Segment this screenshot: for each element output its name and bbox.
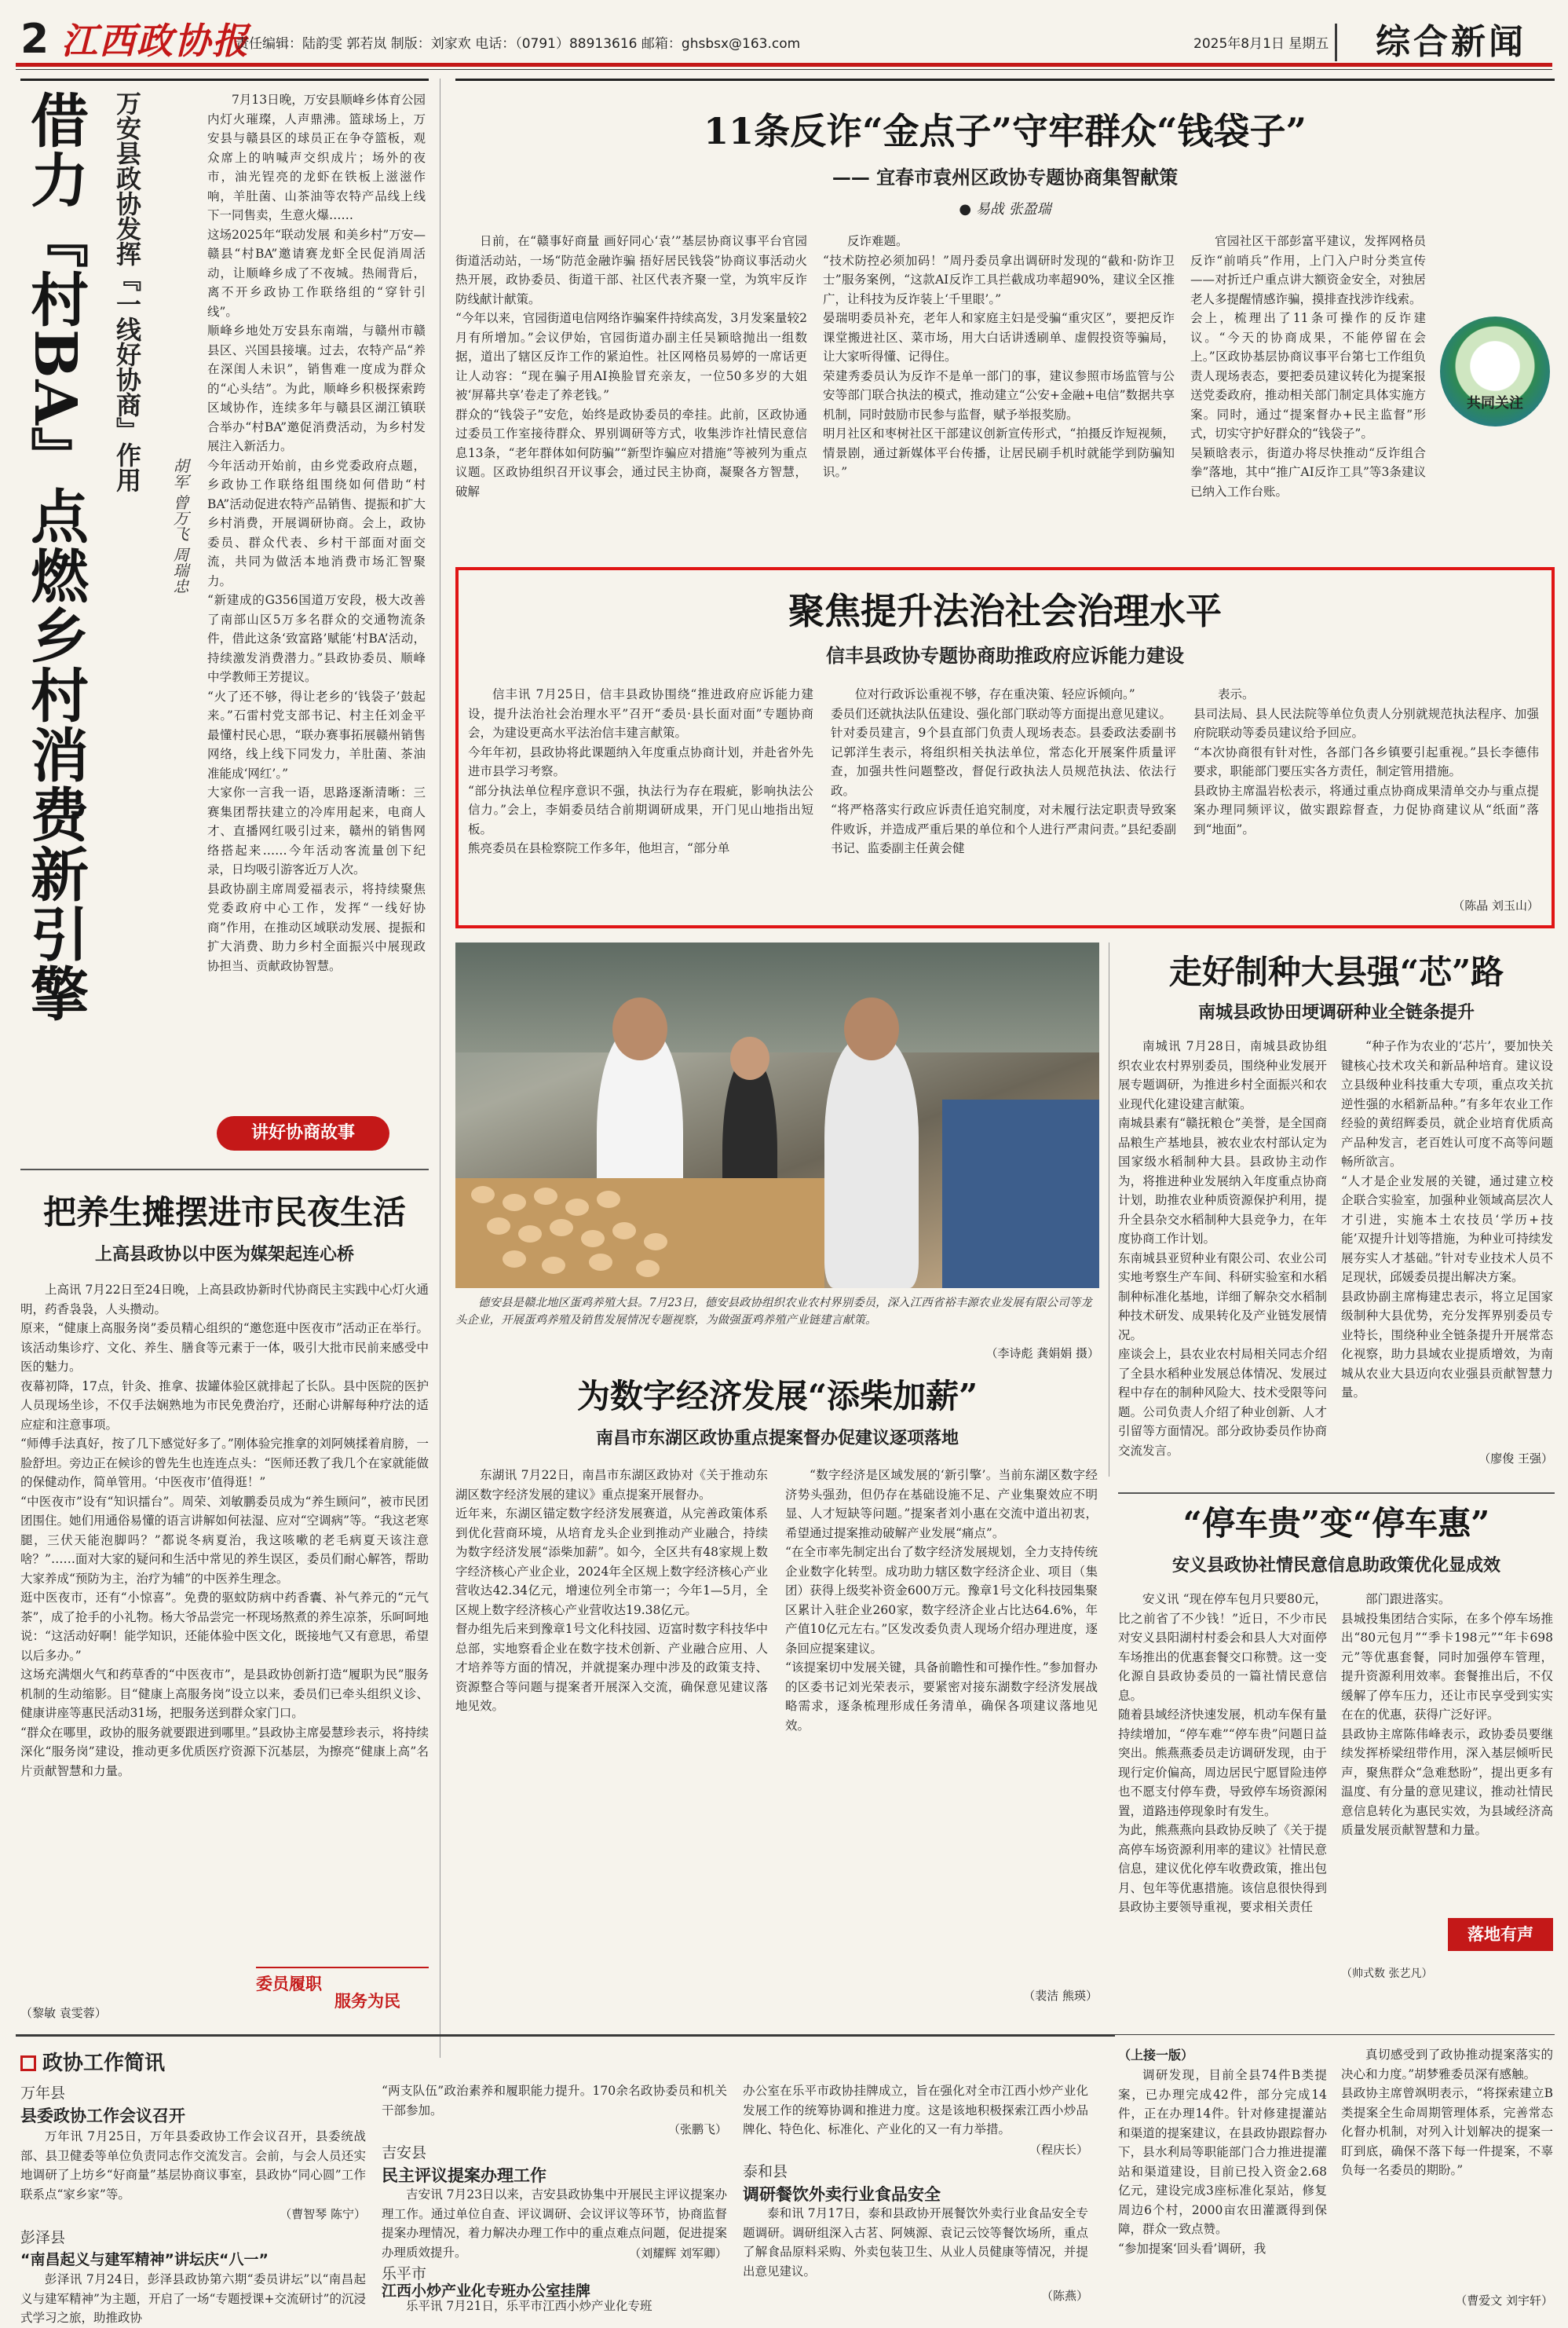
brief-by-jian: （刘耀辉 刘军卿） [629,2246,727,2260]
law-story [468,573,1542,922]
paper-name-logo: 江西政协报 [61,20,250,62]
brief-body-wannian: 万年讯 7月25日，万年县委政协工作会议召开，县委统战部、县卫健委等单位负责同志作交流发言。会前，与会人员还实地调研了上坊乡“好商量”基层协商议事室，县政协“同心圆”工作联系点“家乡家”等。 [20,2129,366,2202]
continued-lead: （上接一版） [1118,2048,1194,2063]
law-col3: 表示。 县司法局、县人民法院等单位负责人分别就规范执法程序、加强府院联动等委员建议给予回应。 “本次协商很有针对性，各部门各乡镇要引起重视。”县长李德伟要求，职能部门要压实各方责任，制定管用措施。 县政协主席温岩松表示，将通过重点协商成果清单交办与重点提案办理同频评议，做实跟踪督查，力促协商建议从“纸面”落到“地面”。 [1193,687,1539,836]
brief-head-leping: 江西小炒产业化专班办公室挂牌 [382,2282,591,2300]
law-byline: （陈晶 刘玉山） [1453,899,1539,913]
brief-body-pengze-cont: “两支队伍”政治素养和履职能力提升。170余名政协委员和机关干部参加。 [382,2084,727,2118]
law-subhead: 信丰县政协专题协商助推政府应诉能力建设 [826,645,1184,667]
seed-subhead: 南城县政协田埂调研种业全链条提升 [1197,1003,1475,1023]
fraud-story [455,79,1555,567]
seed-col1: 南城讯 7月28日，南城县政协组织农业农村界别委员，围绕种业发展开展专题调研，为推进乡村全面振兴和农业现代化建设建言献策。 南城县素有“赣抚粮仓”美誉，是全国商品粮生产基地县，被农业农村部认定为国家级水稻制种大县。县政协主动作为，将推进种业发展纳入年度重点协商计划，助推农业种质资源保护利用，提升全县杂交水稻制种大县竞争力，在年度协商工作计划。 东南城县亚贸种业有限公司、农业公司实地考察生产车间、科研实验室和水稻制种标准化基地，详细了解杂交水稻制种技术研发、成果转化及产业链发展情况。 座谈会上，县农业农村局相关同志介绍了全县水稻种业发展总体情况、发展过程中存在的制种风险大、技术受限等问题。公司负责人介绍了种业创新、人才引留等方面情况。部分政协委员作协商交流发言。 [1118,1039,1327,1458]
lead-headline: 借力『村BA』点燃乡村消费新引擎 [21,90,89,1023]
seed-col2: “种子作为农业的‘芯片’，要加快关键核心技术攻关和新品种培育。建议设立县级种业科技重大专项，重点攻关抗逆性强的水稻新品种。”有多年农业工作经验的黄绍辉委员，就企业培育优质高产品种发言，老百姓认可度不高等问题畅所欲言。 “人才是企业发展的关键，通过建立校企联合实验室，加强种业领域高层次人才引进，实施本土农技员‘学历+技能’双提升计划等措施，为种业可持续发展夯实人才基础。”针对专业技术人员不足现状，邱媛委员提出解决方案。 县政协副主席梅建忠表示，将立足国家级制种大县优势，充分发挥界别委员专业特长，围绕种业全链条提升开展常态化视察，助力县域农业提质增效，为南城从农业大县迈向农业强县贡献智慧力量。 [1341,1039,1553,1400]
fraud-headline: 11条反诈“金点子”守牢群众“钱袋子” [704,110,1307,152]
parking-subhead: 安义县政协社情民意信息助政策优化显成效 [1171,1556,1500,1576]
brief-body-taihe: 泰和讯 7月17日，泰和县政协开展餐饮外卖行业食品安全专题调研。调研组深入古茗、阿姨源、袁记云饺等餐饮场所，重点了解食品原料采购、外卖包装卫生、从业人员健康等情况，并提出意见建议。 [743,2206,1088,2279]
brief-county-jian: 吉安县 [382,2144,427,2161]
digital-subhead: 南昌市东湖区政协重点提案督办促建议逐项落地 [595,1429,959,1448]
seed-headline: 走好制种大县强“芯”路 [1168,953,1504,991]
continued-story [1118,2042,1555,2314]
brief-county-taihe: 泰和县 [743,2163,788,2180]
law-headline: 聚焦提升法治社会治理水平 [788,590,1222,632]
health-headline: 把养生摊摆进市民夜生活 [42,1193,406,1232]
focus-seal: 共同关注 [1440,317,1550,426]
parking-byline: （帅式数 张艺凡） [1341,1967,1433,1980]
brief-head-jian: 民主评议提案办理工作 [382,2166,546,2185]
law-col2: 位对行政诉讼重视不够，存在重决策、轻应诉倾向。” 委员们还就执法队伍建设、强化部门联动等方面提出意见建议。 针对委员建言，9个县直部门负责人现场表态。县委政法委副书记郭洋生表示，将组织相关执法单位，常态化开展案件质量评查，加强共性问题整改，督促行政执法人员规范执法、依法行政。 “将严格落实行政应诉责任追究制度，对未履行法定职责导致案件败诉，并造成严重后果的单位和个人进行严肃问责。”县纪委副书记、监委副主任黄会健 [831,687,1176,855]
parking-headline: “停车贵”变“停车惠” [1182,1504,1490,1543]
seed-byline: （廖俊 王强） [1478,1451,1553,1466]
seed-story [1118,943,1555,1481]
lead-authors: 胡军 曾万飞 周瑞忠 [170,458,189,594]
lead-subhead: 万安县政协发挥『一线好协商』作用 [112,90,142,492]
health-body: 上高讯 7月22日至24日晚，上高县政协新时代协商民主实践中心灯火通明，药香袅袅，人头攒动。 原来，“健康上高服务岗”委员精心组织的“邀您逛中医夜市”活动正在举行。该活动集诊疗、文化、养生、膳食等元素于一体，吸引大批市民前来感受中医的魅力。 夜幕初降，17点，针灸、推拿、拔罐体验区就排起了长队。县中医院的医护人员现场坐诊，不仅手法娴熟地为市民免费治疗，还耐心讲解每种疗法的适应症和注意事项。 “师傅手法真好，按了几下感觉好多了。”刚体验完推拿的刘阿姨揉着肩膀，一脸舒坦。旁边正在候诊的曾先生也连连点头：“医师还教了我几个在家就能做的保健动作，简单管用。‘中医夜市’值得逛！” “中医夜市”设有“知识擂台”。周荣、刘敏鹏委员成为“养生顾问”，被市民团团围住。她们用通俗易懂的语言讲解如何祛湿、应对“空调病”等。“我这老寒腿，三伏天能泡脚吗？”都说冬病夏治，我这咳嗽的老毛病夏天该注意啥？”……面对大家的疑问和生活中常见的养生误区，委员们耐心解答，帮助大家养成“预防为主，治疗为辅”的中医养生理念。 逛中医夜市，还有“小惊喜”。免费的驱蚊防病中药香囊、补气养元的“元气茶”，成了抢手的小礼物。杨大爷品尝完一杯现场熬煮的养生凉茶，乐呵呵地说：“这活动好啊！能学知识，还能体验中医文化，既接地气又有意思，希望以后多办。” 这场充满烟火气和药草香的“中医夜市”，是县政协创新打造“履职为民”服务机制的生动缩影。目“健康上高服务岗”设立以来，委员们已牵头组织义诊、健康讲座等惠民活动31场，把服务送到群众家门口。 “群众在哪里，政协的服务就要跟进到哪里。”县政协主席晏慧珍表示，将持续深化“服务岗”建设，推动更多优质医疗资源下沉基层，为擦亮“健康上高”名片贡献智慧和力量。 [20,1283,429,1778]
digital-headline: 为数字经济发展“添柴加薪” [576,1377,978,1415]
photo-credit: （李诗彪 龚娟娟 摄） [985,1346,1099,1360]
brief-by-taihe: （陈燕） [1040,2289,1088,2303]
brief-head-pengze: “南昌起义与建军精神”讲坛庆“八一” [20,2251,269,2268]
brief-county-leping: 乐平市 [382,2265,427,2282]
brief-by-wannian: （曹智琴 陈宁） [280,2207,366,2221]
lead-story [20,79,429,1170]
inspection-photo [455,943,1099,1288]
brief-by-pengze: （张鹏飞） [667,2122,727,2136]
fraud-col1: 日前，在“赣事好商量 画好同心‘袁’”基层协商议事平台官园街道活动站，一场“防范金融诈骗 捂好居民钱袋”协商议事活动火热开展，政协委员、街道干部、社区代表齐聚一堂，为筑牢反诈防线献计献策。 “今年以来，官园街道电信网络诈骗案件持续高发，3月发案量较2月有所增加。”会议伊始，官园街道办副主任吴颖晗抛出一组数据，道出了辖区反诈工作的紧迫性。社区网格员易婷的一席话更让人动容：“现在骗子用AI换脸冒充亲友，一位50多岁的大姐被‘屏幕共享’卷走了养老钱。” 群众的“钱袋子”安危，始终是政协委员的牵挂。此前，区政协通过委员工作室接待群众、界别调研等方式，收集涉诈社情民意信息13条，“老年群体如何防骗”“新型诈骗应对措施”等被列为重点议题。区政协组织召开议事会，通过民主协商，凝聚各方智慧，破解 [455,234,807,499]
continued-byline: （曹爱文 刘宇轩） [1455,2293,1553,2308]
health-byline: （黎敏 袁雯蓉） [20,2006,107,2020]
health-tag: 委员履职 服务为民 [256,1967,429,2006]
brief-head-wannian: 县委政协工作会议召开 [20,2107,185,2125]
parking-col2: 部门跟进落实。 县城投集团结合实际，在多个停车场推出“80元包月”“季卡198元”“年卡698元”等优惠套餐，同时加强停车管理，提升资源利用效率。套餐推出后，不仅缓解了停车压力，还让市民享受到实实在在的优惠，获得广泛好评。 县政协主席陈伟峰表示，政协委员要继续发挥桥梁纽带作用，深入基层倾听民声，聚焦群众“急难愁盼”，提出更多有温度、有分量的意见建议，推动社情民意信息转化为惠民实效，为县域经济高质量发展贡献智慧和力量。 [1341,1592,1553,1837]
page-number: 2 [20,16,49,63]
brief-head-taihe: 调研餐饮外卖行业食品安全 [743,2185,941,2204]
parking-story [1118,1492,1555,2026]
fraud-col3: 官园社区干部彭富平建议，发挥网格员反诈“前哨兵”作用，上门入户时分类宣传——对折迁户重点讲大额资金安全，对独居老人多提醒情感诈骗，摸排查找涉诈线索。 会上，梳理出了11条可操作的反诈建议。“今天的协商成果，不能停留在会上。”区政协基层协商议事平台第七工作组负责人现场表态，要把委员建议转化为提案报送党委政府，推动相关部门制定具体实施方案。同时，通过“提案督办+民主监督”形式，切实守护好群众的“钱袋子”。 吴颖晗表示，街道办将尽快推动“反诈组合拳”落地，其中“推广AI反诈工具”等3条建议已纳入工作台账。 [1190,234,1426,499]
editor-info: 责任编辑：陆韵雯 郭若岚 制版：刘家欢 电话：（0791）88913616 邮箱：ghsbsx@163.com [236,36,801,52]
brief-body-jian: 吉安讯 7月23日以来，吉安县政协集中开展民主评议提案办理工作。通过单位自查、评议调研、会议评议等环节，协商监督提案办理情况，着力解决办理工作中的重点难点问题，促进提案办理质效提升。 [382,2187,727,2260]
digital-col2: “数字经济是区域发展的‘新引擎’。当前东湖区数字经济势头强劲，但仍存在基础设施不足、产业集聚效应不明显、人才短缺等问题。”提案者刘小惠在交流中道出初衷，希望通过提案推动破解产业发展“痛点”。 “在全市率先制定出台了数字经济发展规划，全力支持传统企业数字化转型。成功助力辖区数字经济企业、项目（集团）获得上级奖补资金600万元。豫章1号文化科技园集聚区累计入驻企业260家，数字经济企业占比达64.6%，年产值10亿元左右。”区发改委负责人现场介绍办理进度，逐条回应提案建议。 “该提案切中发展关键，具备前瞻性和可操作性。”参加督办的区委书记刘光荣表示，要紧密对接东湖数字经济发展战略需求，逐条梳理形成任务清单，确保各项建议落地见效。 [785,1468,1098,1733]
briefs-section [20,2042,1101,2325]
continued-col2: 真切感受到了政协推动提案落实的决心和力度。”胡梦雅委员深有感触。 县政协主席曾飒明表示，“将探索建立B类提案全生命周期管理体系，完善常态化督办机制，对列入计划解决的提案一盯到底，确保不落下每一件提案，不辜负每一名委员的期盼。” [1341,2048,1553,2177]
continued-col1: 调研发现，目前全县74件B类提案，已办理完成42件，部分完成14件，正在办理14件。针对修建提灌站和渠道的提案建议，在县政协跟踪督办下，县水利局等职能部门合力推进提灌站和渠道建设，目前已投入资金2.68亿元，建设完成3座标准化泵站，修复周边6个村，2000亩农田灌溉得到保障，群众一致点赞。 “参加提案‘回头看’调研，我 [1118,2068,1327,2256]
photo-caption: 德安县是赣北地区蛋鸡养殖大县。7月23日，德安县政协组织农业农村界别委员，深入江西省裕丰源农业发展有限公司等龙头企业，开展蛋鸡养殖及销售发展情况专题视察，为做强蛋鸡养殖产业链建言献策。 [455,1297,1092,1327]
digital-byline: （裴洁 熊瑛） [1023,1989,1098,2003]
lead-tag: 讲好协商故事 [217,1116,389,1151]
brief-by-leping: （程庆长） [1029,2143,1088,2157]
fraud-col2: 反诈难题。 “技术防控必须加码！”周丹委员拿出调研时发现的“截和·防诈卫士”服务案例，“这款AI反诈工具拦截成功率超90%，建议全区推广，让科技为反诈装上‘千里眼’。” 晏瑞明委员补充，老年人和家庭主妇是受骗“重灾区”，要把反诈课堂搬进社区、菜市场，用大白话讲透刷单、虚假投资等骗局，让大家听得懂、记得住。 荣建秀委员认为反诈不是单一部门的事，建议参照市场监管与公安等部门联合执法的模式，推动建立“公安+金融+电信”数据共享机制，同时鼓励市民参与监督，赋予举报奖励。 明月社区和枣树社区干部建议创新宣传形式，“拍摄反诈短视频，情景剧，通过新媒体平台传播，让居民刷手机时就能学到防骗知识。” [823,234,1175,479]
digital-col1: 东湖讯 7月22日，南昌市东湖区政协对《关于推动东湖区数字经济发展的建议》重点提案开展督办。 近年来，东湖区锚定数字经济发展赛道，从完善政策体系到优化营商环境，从培育龙头企业到推动产业融合，持续为数字经济发展“添柴加薪”。如今，全区共有48家规上数字经济核心产业企业，2024年全区规上数字经济核心产业营收达42.34亿元，增速位列全市第一；今年1—5月，全区规上数字经济核心产业营收达19.38亿元。 督办组先后来到豫章1号文化科技园、迈富时数字科技华中总部，实地察看企业在数字技术创新、产业融合应用、人才培养等方面的情况，并就提案办理中涉及的政策支持、资源整合等问题与提案者开展深入交流，确保意见建议落地见效。 [455,1468,768,1713]
digital-story [455,1362,1099,2026]
brief-body-leping: 乐平讯 7月21日，乐平市江西小炒产业化专班 [406,2299,652,2313]
fraud-authors: ● 易战 张盈瑞 [959,201,1051,218]
parking-tag: 落地有声 [1448,1918,1553,1951]
brief-body-pengze: 彭泽讯 7月24日，彭泽县政协第六期“委员讲坛”以“南昌起义与建军精神”为主题，开启了一场“专题授课+交流研讨”的沉浸式学习之旅，助推政协 [20,2272,366,2325]
fraud-subhead: —— 宜春市袁州区政协专题协商集智献策 [832,167,1179,189]
health-story [20,1178,429,2023]
briefs-title: 政协工作简讯 [20,2047,256,2076]
brief-body-leping-cont: 办公室在乐平市政协挂牌成立，旨在强化对全市江西小炒产业化发展工作的统筹协调和推进力度。这是该地积极探索江西小炒品牌化、特色化、标准化、产业化的又一有力举措。 [743,2084,1088,2136]
issue-date: 2025年8月1日 星期五 [1193,36,1329,52]
lead-body: 7月13日晚，万安县顺峰乡体育公园内灯火璀璨，人声鼎沸。篮球场上，万安县与赣县区的球员正在争夺篮板，观众席上的呐喊声交织成片；场外的夜市，油光锃亮的龙虾在铁板上滋滋作响，羊肚菌、山茶油等农特产品线上线下一同售卖，生意火爆…… 这场2025年“联动发展 和美乡村”万安—赣县“村BA”邀请赛龙虾全民促消周活动，让顺峰乡成了不夜城。热闹背后，离不开乡政协工作联络组的“穿针引线”。 顺峰乡地处万安县东南端，与赣州市赣县区、兴国县接壤。过去，农特产品“养在深闺人未识”，销售难一度成为群众的“心头结”。为此，顺峰乡积极探索跨区域协作，连续多年与赣县区湖江镇联合举办“村BA”邀促消费活动，为乡村发展注入新活力。 今年活动开始前，由乡党委政府点题，乡政协工作联络组围绕如何借助“村BA”活动促进农特产品销售、提振和扩大乡村消费，开展调研协商。会上，政协委员、群众代表、乡村干部面对面交流，共同为做活本地消费市场汇智聚力。 “新建成的G356国道万安段，极大改善了南部山区5万多名群众的交通物流条件，借此这条‘致富路’赋能‘村BA’活动，持续激发消费潜力。”县政协委员、顺峰中学教师王芳提议。 “火了还不够，得让老乡的‘钱袋子’鼓起来。”石雷村党支部书记、村主任刘金平最懂村民心思，“联办赛事拓展赣州销售网络，线上线下同发力，羊肚菌、茶油准能成‘网红’。” 大家你一言我一语，思路逐渐清晰：三赛集团帮扶建立的冷库用起来，电商人才、直播网红吸引过来，赣州的销售网络搭起来……今年活动客流量创下纪录，日均吸引游客近万人次。 县政协副主席周爱福表示，将持续聚焦党委政府中心工作，发挥“一线好协商”作用，在推动区域联动发展、提振和扩大消费、助力乡村全面振兴中展现政协担当、贡献政协智慧。 [207,93,426,973]
law-col1: 信丰讯 7月25日，信丰县政协围绕“推进政府应诉能力建设，提升法治社会治理水平”召开“委员·县长面对面”专题协商会，为建设更高水平法治信丰建言献策。 今年年初，县政协将此课题纳入年度重点协商计划，并赴省外先进市县学习考察。 “部分执法单位程序意识不强，执法行为存在瑕疵，影响执法公信力。”会上，李娟委员结合前期调研成果，开门见山地指出短板。 熊亮委员在县检察院工作多年，他坦言，“部分单 [468,687,813,855]
brief-county-pengze: 彭泽县 [20,2229,66,2246]
section-title: 综合新闻 [1376,22,1526,62]
health-subhead: 上高县政协以中医为媒架起连心桥 [94,1245,354,1265]
parking-col1: 安义讯 “现在停车包月只要80元，比之前省了不少钱！”近日，不少市民对安义县阳湖村村委会和县人大对面停车场推出的优惠套餐交口称赞。这一变化源自县政协委员的一篇社情民意信息。 随着县域经济快速发展，机动车保有量持续增加，“停车难”“停车贵”问题日益突出。熊燕燕委员走访调研发现，由于现行定价偏高，周边居民宁愿冒险违停也不愿支付停车费，导致停车场资源闲置，道路违停现象时有发生。 为此，熊燕燕向县政协反映了《关于提高停车场资源利用率的建议》社情民意信息，建议优化停车收费政策，推出包月、包年等优惠措施。该信息很快得到县政协主要领导重视，要求相关责任 [1118,1592,1327,1914]
brief-county-wannian: 万年县 [20,2085,66,2102]
